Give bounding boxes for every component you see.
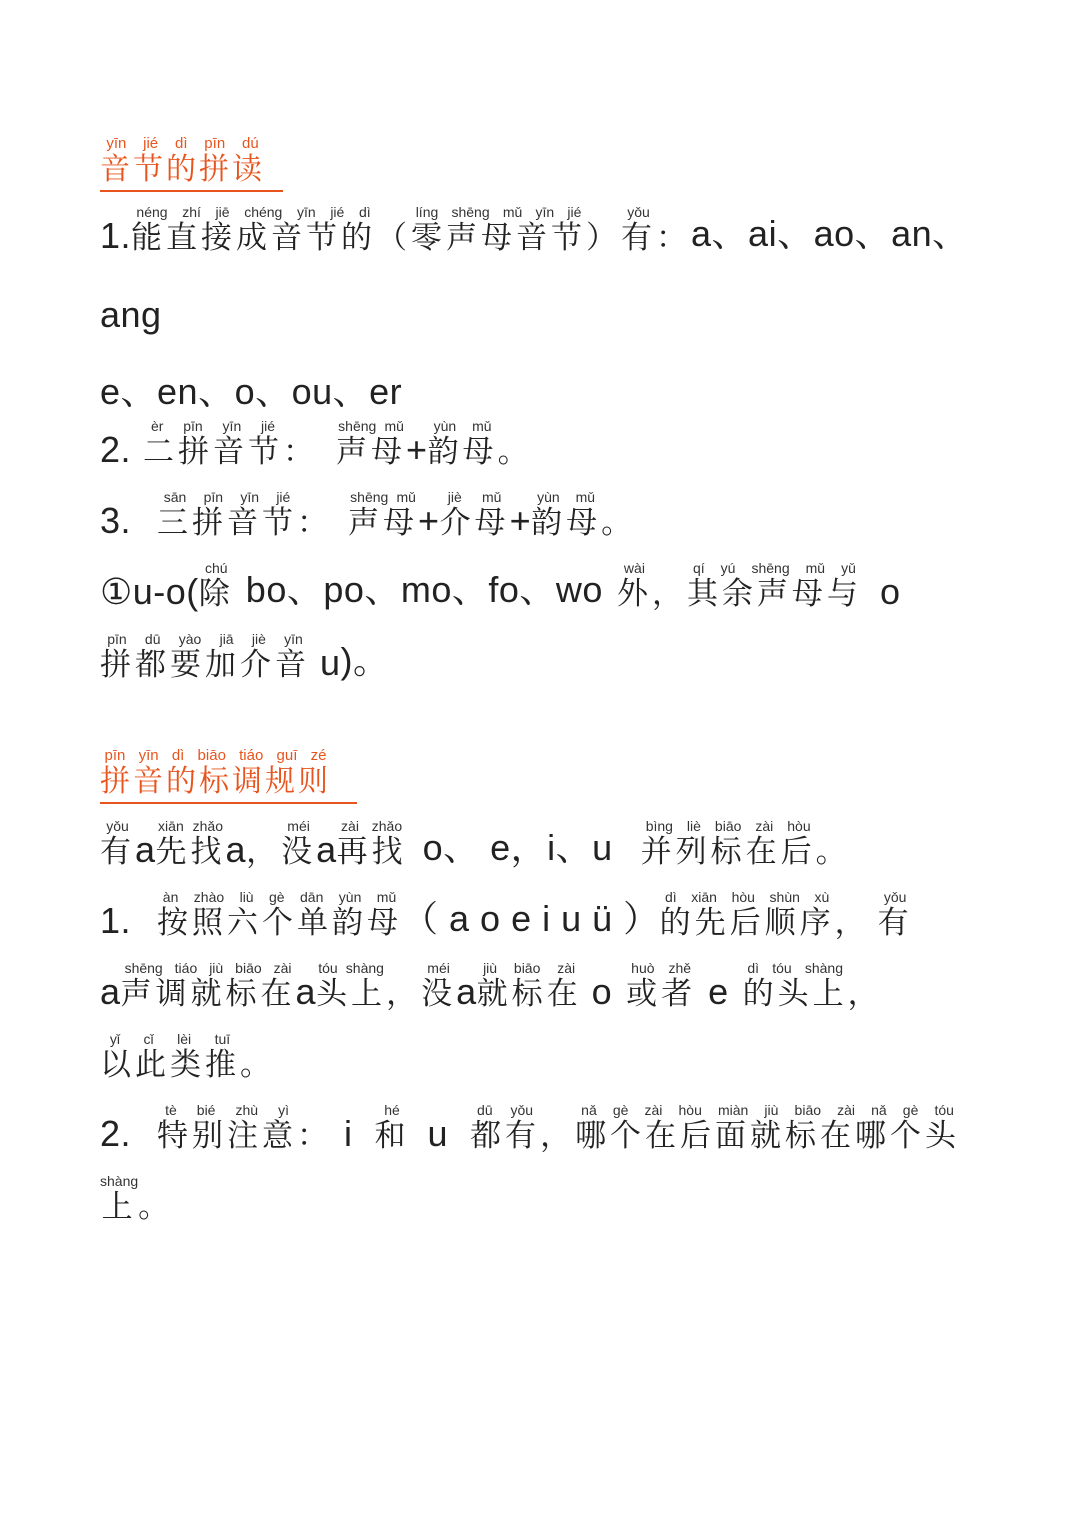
rule1-text5: 头上 (316, 976, 387, 1012)
intro-pinyin3: méi (281, 818, 317, 834)
item1-colon: ： (656, 220, 692, 256)
rule1-number: 1. (100, 900, 132, 941)
item4-text3: 其余声母与 (686, 576, 862, 612)
rule2-pinyin3: dū yǒu (470, 1102, 541, 1118)
item1-pinyin2: líng shēng mǔ yīn jié (411, 204, 587, 220)
item3-text1: 三拼音节 (157, 505, 298, 541)
rule2-pinyin1: tè bié zhù yì (157, 1102, 298, 1118)
item4-pinyin1: chú (198, 560, 234, 576)
intro-letters: o、 e，i、u (422, 827, 613, 868)
item3-text4: 韵母 (531, 505, 602, 541)
rule1-end: 。 (240, 1047, 275, 1083)
item3-plus2: + (509, 500, 532, 541)
item3-end: 。 (601, 505, 637, 541)
item1-paren-open: （ (376, 220, 412, 256)
section2-title-pinyin: pīn yīn dì biāo tiáo guī zé (100, 747, 331, 764)
intro-pinyin2: xiān zhǎo (155, 818, 226, 834)
rule1-text1: 按照六个单韵母 (157, 905, 403, 941)
item2-line (100, 420, 1000, 471)
item3-pinyin2: shēng mǔ (348, 489, 419, 505)
rule1-line1 (100, 891, 1000, 942)
intro-text3: 没 (281, 834, 317, 870)
item4-line2 (100, 633, 1000, 684)
item2-colon: ： (283, 434, 319, 470)
item1-pinyin3: yǒu (621, 204, 657, 220)
rule2-u: u (427, 1113, 449, 1154)
item1-text2: 零声母音节 (411, 220, 587, 256)
rule1-pinyin4: shēng tiáo jiù biāo zài (120, 960, 296, 976)
intro-text4: 再找 (336, 834, 407, 870)
rule1-e: e (708, 971, 729, 1012)
rule1-text10: 以此类推 (100, 1047, 240, 1083)
rule1-pinyin7: jiù biāo zài (476, 960, 582, 976)
item3-pinyin4: yùn mǔ (531, 489, 602, 505)
item3-number: 3. (100, 500, 132, 541)
item4-pinyin3: qí yú shēng mǔ yǔ (686, 560, 862, 576)
rule2-i: i (344, 1113, 353, 1154)
item2-text2: 声母 (336, 434, 407, 470)
item3-text2: 声母 (348, 505, 419, 541)
item3-text3: 介母 (439, 505, 510, 541)
intro-pinyin1: yǒu (100, 818, 135, 834)
rule2-pinyin2: hé (374, 1102, 410, 1118)
intro-pinyin4: zài zhǎo (336, 818, 407, 834)
item1-line2 (100, 294, 1000, 336)
rule2-colon: ： (297, 1118, 333, 1154)
rule1-text4: 声调就标在 (120, 976, 296, 1012)
rule1-pinyin6: méi (421, 960, 457, 976)
item2-text1: 二拼音节 (143, 434, 284, 470)
item1-list2: ang (100, 294, 162, 335)
item3-plus1: + (418, 500, 440, 541)
rule2-pinyin4: nǎ gè zài hòu miàn jiù biāo zài nǎ gè tóu (575, 1102, 961, 1118)
item1-pinyin1: néng zhí jiē chéng yīn jié dì (131, 204, 377, 220)
intro-line (100, 820, 1000, 871)
rule1-text2: 的先后顺序 (659, 905, 835, 941)
rule1-pinyin1: àn zhào liù gè dān yùn mǔ (157, 889, 403, 905)
item2-plus: + (406, 429, 428, 470)
rule1-text9: 的头上 (742, 976, 848, 1012)
rule1-text6: 没 (421, 976, 457, 1012)
intro-a3: a (316, 829, 337, 870)
rule2-text1: 特别注意 (157, 1118, 298, 1154)
rule1-pinyin5: tóu shàng (316, 960, 387, 976)
rule1-pinyin8: huò zhě (626, 960, 697, 976)
rule2-number: 2. (100, 1113, 132, 1154)
item1-list3: e、en、o、ou、er (100, 371, 403, 412)
rule2-end: 。 (138, 1189, 174, 1225)
item2-pinyin1: èr pīn yīn jié (143, 418, 284, 434)
item3-pinyin1: sān pīn yīn jié (157, 489, 298, 505)
item4-line1 (100, 562, 1000, 613)
section1-title-text: 音节的拼读 (100, 152, 265, 187)
item3-colon: ： (297, 505, 333, 541)
intro-comma1: ， (246, 834, 282, 870)
intro-text5: 并列标在后 (640, 834, 816, 870)
rule1-text8: 或者 (626, 976, 697, 1012)
item1-text1: 能直接成音节的 (131, 220, 377, 256)
intro-a1: a (135, 829, 156, 870)
item4-lead: ①u-o( (100, 571, 199, 612)
section2-title-underline (100, 802, 357, 804)
rule1-text7: 就标在 (476, 976, 582, 1012)
item1-number: 1. (100, 215, 132, 256)
item1-line3 (100, 364, 1000, 415)
rule2-text3: 都有 (470, 1118, 541, 1154)
rule1-a2: a (295, 971, 317, 1012)
rule1-text3: 有 (877, 905, 913, 941)
rule2-line2 (100, 1175, 1000, 1226)
rule1-comma: ， (834, 905, 870, 941)
rule1-o: o (591, 971, 613, 1012)
rule1-pinyin3: yǒu (877, 889, 913, 905)
item2-number: 2. (100, 429, 132, 470)
rule1-a1: a (100, 971, 121, 1012)
rule2-pinyin5: shàng (100, 1173, 139, 1189)
item2-pinyin3: yùn mǔ (427, 418, 498, 434)
item4-text2: 外 (616, 576, 652, 612)
item1-text3: 有 (621, 220, 657, 256)
rule1-pinyin10: yǐ cǐ lèi tuī (100, 1031, 240, 1047)
intro-text1: 有 (100, 834, 135, 870)
item4-pinyin2: wài (616, 560, 652, 576)
item4-u: u (320, 642, 341, 683)
rule2-text2: 和 (374, 1118, 410, 1154)
section1-title-underline (100, 190, 283, 192)
rule1-a3: a (456, 971, 477, 1012)
rule1-line2 (100, 962, 1000, 1013)
intro-text2: 先找 (155, 834, 226, 870)
rule1-comma2: ， (386, 976, 422, 1012)
rule1-line3 (100, 1033, 1000, 1084)
item2-pinyin2: shēng mǔ (336, 418, 407, 434)
item1-paren-close: ） (586, 220, 622, 256)
item4-o: o (879, 571, 901, 612)
item4-text4: 拼都要加介音 (100, 647, 310, 683)
section2-title-text: 拼音的标调规则 (100, 764, 331, 799)
item4-pinyin4: pīn dū yào jiā jiè yīn (100, 631, 310, 647)
section1-title (100, 136, 1000, 188)
item3-pinyin3: jiè mǔ (439, 489, 510, 505)
rule2-text4: 哪个在后面就标在哪个头 (575, 1118, 961, 1154)
item3-line (100, 491, 1000, 542)
item1-list1: a、ai、ao、an、 (691, 213, 969, 254)
item4-list: bo、po、mo、fo、wo (245, 569, 603, 610)
rule2-comma: ， (540, 1118, 576, 1154)
rule2-text5: 上 (100, 1189, 139, 1225)
item1-line1 (100, 206, 1000, 257)
intro-pinyin5: bìng liè biāo zài hòu (640, 818, 816, 834)
item4-text1: 除 (198, 576, 234, 612)
item4-end: )。 (340, 640, 390, 681)
item2-text3: 韵母 (427, 434, 498, 470)
intro-end: 。 (815, 834, 851, 870)
section2-title (100, 748, 1000, 800)
rule1-comma3: ， (847, 976, 883, 1012)
item2-end: 。 (497, 434, 533, 470)
rule1-pinyin9: dì tóu shàng (742, 960, 848, 976)
item4-comma: ， (651, 576, 687, 612)
rule2-line1 (100, 1104, 1000, 1155)
intro-a2: a (225, 829, 247, 870)
section1-title-pinyin: yīn jié dì pīn dú (100, 135, 265, 152)
rule1-paren: （ a o e i u ü ） (402, 898, 660, 939)
rule1-pinyin2: dì xiān hòu shùn xù (659, 889, 835, 905)
